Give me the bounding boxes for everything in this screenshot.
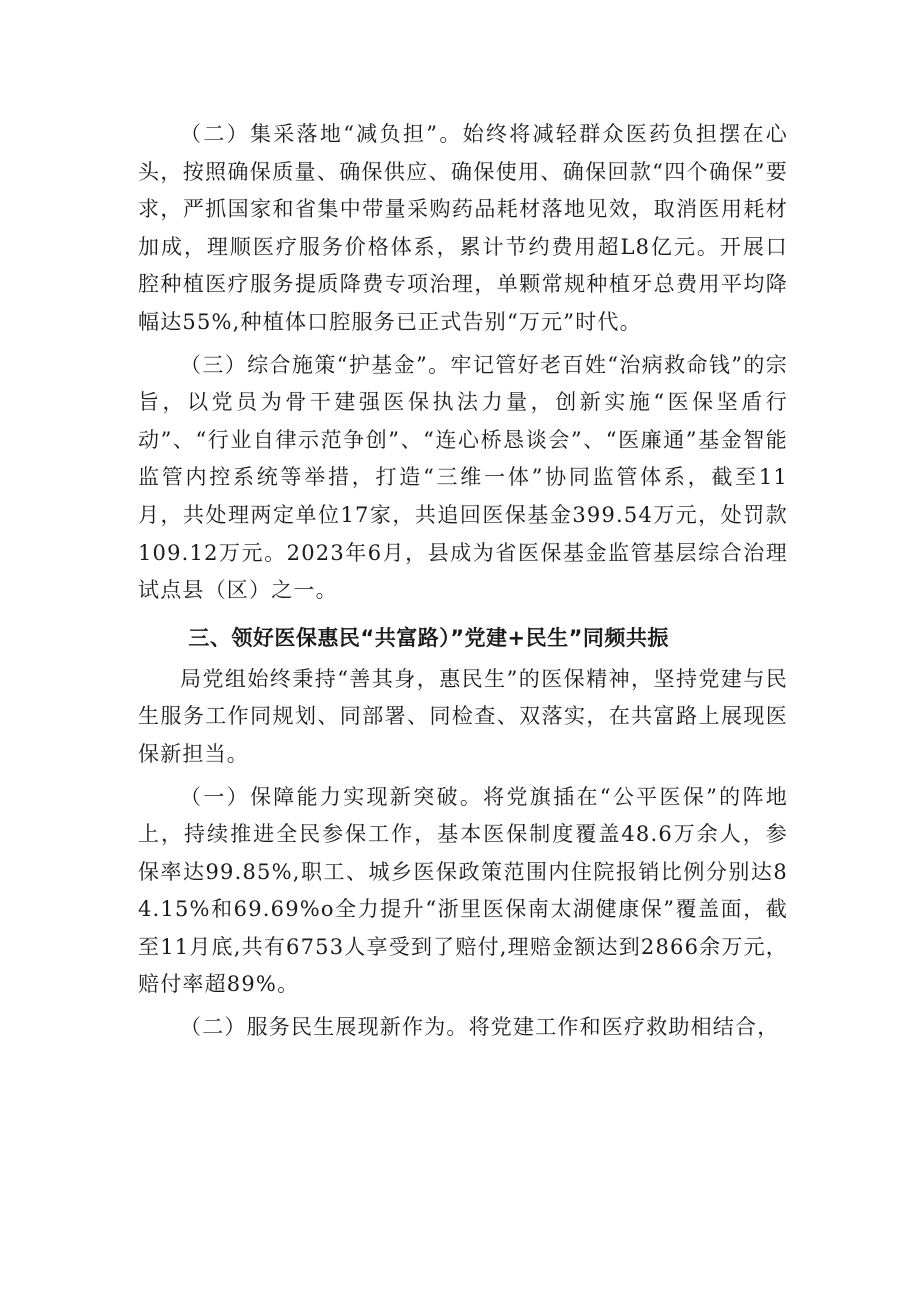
paragraph-fund-protection: （三）综合施策“护基金”。牢记管好老百姓“治病救命钱”的宗旨，以党员为骨干建强医保执法力量，创新实施“医保坚盾行动”、“行业自律示范争创”、“连心桥恳谈会”、“医廉通”基金智能监管内控系统等举措，打造“三维一体”协同监管体系，截至11月，共处理两定单位17家，共追回医保基金399.54万元，处罚款109.12万元。2023年6月，县成为省医保基金监管基层综合治理试点县（区）之一。 bbox=[138, 352, 788, 603]
paragraph-security-capacity: （一）保障能力实现新突破。将党旗插在“公平医保”的阵地上，持续推进全民参保工作，基本医保制度覆盖48.6万余人，参保率达99.85%,职工、城乡医保政策范围内住院报销比例分别达84.15%和69.69%o全力提升“浙里医保南太湖健康保”覆盖面，截至11月底,共有6753人享受到了赔付,理赔金额达到2866余万元，赔付率超89%。 bbox=[138, 784, 788, 997]
document-page bbox=[138, 116, 788, 1047]
paragraph-public-service: （二）服务民生展现新作为。将党建工作和医疗救助相结合， bbox=[180, 1015, 780, 1040]
paragraph-centralized-procurement: （二）集采落地“减负担”。始终将减轻群众医药负担摆在心头，按照确保质量、确保供应、确保使用、确保回款“四个确保”要求，严抓国家和省集中带量采购药品耗材落地见效，取消医用耗材加成，理顺医疗服务价格体系，累计节约费用超L8亿元。开展口腔种植医疗服务提质降费专项治理，单颗常规种植牙总费用平均降幅达55%,种植体口腔服务已正式告别“万元”时代。 bbox=[138, 122, 788, 334]
section-heading: 三、领好医保惠民“共富路）”党建+民生”同频共振 bbox=[188, 625, 669, 650]
paragraph-party-spirit: 局党组始终秉持“善其身，惠民生”的医保精神，坚持党建与民生服务工作同规划、同部署、同检查、双落实，在共富路上展现医保新担当。 bbox=[138, 666, 788, 766]
